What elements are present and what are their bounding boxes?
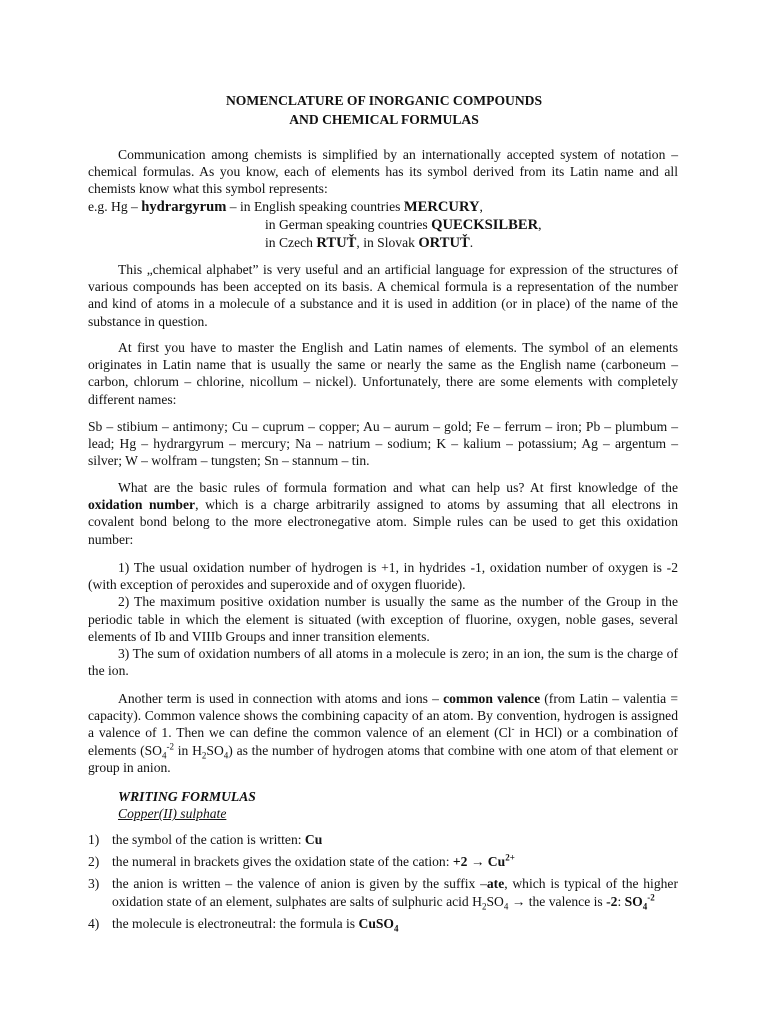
rule-2: 2) The maximum positive oxidation number is usually the same as the number of the Group in the periodic table in which the element is situated (with exception of fluorine, oxygen, noble gases, several elements of Ib and VIIIb Groups and inner transition elements. [88,594,678,644]
element-names-list: Sb – stibium – antimony; Cu – cuprum – copper; Au – aurum – gold; Fe – ferrum – iron; Pb – plumbum – lead; Hg – hydrargyrum – mercury; Na – natrium – sodium; K – kalium – potassium; Ag – argentum – silver; W – wolfram – tungsten; Sn – stannum – tin. [88,419,678,469]
list-item: 2) the numeral in brackets gives the oxidation state of the cation: $+2 \to Cu^{2+}$ [88,852,515,870]
section-heading: WRITING FORMULAS [118,789,256,804]
writing-formulas-section [118,788,256,822]
chemical-alphabet-paragraph: This „chemical alphabet” is very useful and an artificial language for expression of the structures of various compounds has been accepted on its basis. A chemical formula is a representation of the number and kind of atoms in a molecule of a substance and it is used in addition (or in place) of the name of the substance in question. [88,262,678,329]
english-name: MERCURY [403,199,480,215]
oxidation-rules [88,559,678,679]
list-item: 4) the molecule is electroneutral: the formula is CuSO$_4$ [88,915,399,934]
element-names-paragraph: At first you have to master the English and Latin names of elements. The symbol of an elements originates in Latin name that is usually the same or nearly the same as the English name (carboneum – carbon, chlorum – chlorine, nicollum – nickel). Unfortunately, there are some elements with completely different names: [88,340,678,407]
element-name-example [88,198,688,252]
formula-steps-list [88,831,678,937]
list-item: 3) the anion is written – the valence of anion is given by the suffix –ate, which is typical of the higher oxidation state of an element, sulphates are salts of sulphuric acid $H_2SO_4$ → the valence is -2: $SO_4^{-2}$ [88,876,678,912]
example-line-english: e.g. Hg – hydrargyrum – in English speaking countries MERCURY, [88,199,483,215]
rule-3: 3) The sum of oxidation numbers of all atoms in a molecule is zero; in an ion, the sum is the charge of the ion. [88,646,678,679]
common-valence-paragraph: Another term is used in connection with atoms and ions – common valence (from Latin – valentia = capacity). Common valence shows the combining capacity of an atom. By convention, hydrogen is assigned a valence of 1. Then we can define the common valence of an element (Cl- in HCl) or a combination of elements ($SO_4^{-2}$ in $H_2SO_4$) as the number of hydrogen atoms that combine with one atom of that element or group in anion. [88,691,679,775]
slovak-name: ORTUŤ [418,235,470,251]
title-line-2: AND CHEMICAL FORMULAS [289,111,479,127]
german-name: QUECKSILBER [431,217,539,233]
latin-name: hydrargyrum [141,199,227,215]
czech-name: RTUŤ [316,235,357,251]
list-item: 1) the symbol of the cation is written: Cu [88,832,323,847]
intro-paragraph: Communication among chemists is simplified by an internationally accepted system of notation – chemical formulas. As you know, each of elements has its symbol derived from its Latin name and all chemists know what this symbol represents: [88,147,678,197]
oxidation-number-term: oxidation number [88,497,196,513]
example-line-czech: in Czech RTUŤ, in Slovak ORTUŤ. [265,235,474,251]
title-line-1: NOMENCLATURE OF INORGANIC COMPOUNDS [225,93,543,108]
section-subheading: Copper(II) sulphate [118,806,227,822]
rule-1: 1) The usual oxidation number of hydrogen is +1, in hydrides -1, oxidation number of oxygen is -2 (with exception of peroxides and superoxide and of oxygen fluoride). [88,560,678,593]
common-valence-term: common valence [443,691,541,706]
oxidation-number-paragraph: What are the basic rules of formula formation and what can help us? At first knowledge of the oxidation number, which is a charge arbitrarily assigned to atoms by assuming that all electrons in covalent bond belong to the more electronegative atom. Simple rules can be used to get this oxidation number: [88,480,679,547]
example-line-german: in German speaking countries QUECKSILBER, [265,217,542,233]
document-title [0,92,768,129]
